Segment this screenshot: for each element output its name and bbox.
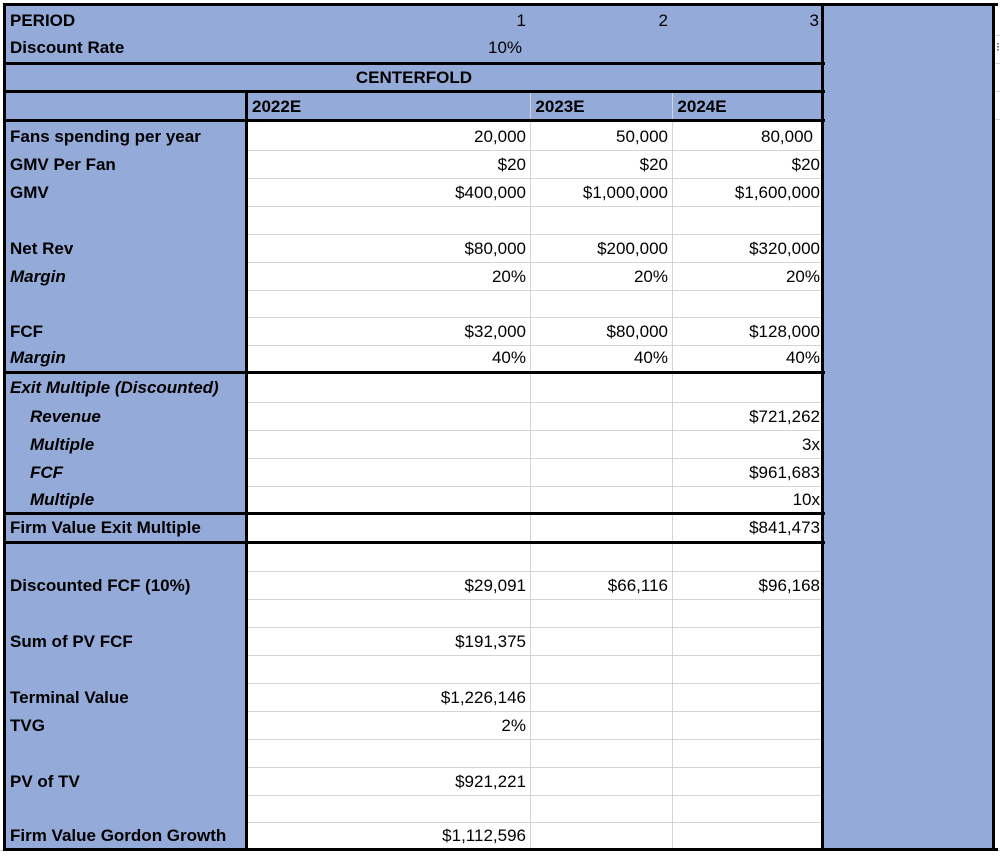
cell-value: $1,112,596 xyxy=(442,826,526,845)
period-label: PERIOD xyxy=(10,11,76,30)
edge-marker: ⁝ xyxy=(996,40,1000,54)
cell-value: 40% xyxy=(491,348,526,367)
gridline xyxy=(247,795,823,796)
gridline xyxy=(247,655,823,656)
company-name: CENTERFOLD xyxy=(355,68,473,87)
row-label: PV of TV xyxy=(10,772,80,791)
row-label: Sum of PV FCF xyxy=(10,632,133,651)
row-label: Discounted FCF (10%) xyxy=(10,576,191,595)
cell-value: 80,000 xyxy=(761,127,813,146)
right-column-fill xyxy=(823,5,993,850)
gridline xyxy=(247,290,823,291)
cell-value: $320,000 xyxy=(749,239,820,258)
cell-value: $191,375 xyxy=(455,632,526,651)
year-2022: 2022E xyxy=(252,97,302,116)
border xyxy=(3,3,998,6)
cell-value: 20,000 xyxy=(474,127,526,146)
row-label: Exit Multiple (Discounted) xyxy=(10,378,219,397)
cell-value: $841,473 xyxy=(749,518,820,537)
border xyxy=(3,848,998,851)
cell-value: $80,000 xyxy=(464,239,526,258)
row-label: Margin xyxy=(10,267,66,286)
cell-value: 20% xyxy=(491,267,526,286)
row-label: FCF xyxy=(10,322,44,341)
cell-value: $32,000 xyxy=(464,322,526,341)
gridline xyxy=(247,206,823,207)
cell-value: $66,116 xyxy=(607,576,668,595)
row-label: Margin xyxy=(10,348,66,367)
border xyxy=(821,3,824,851)
cell-value: 10x xyxy=(792,490,820,509)
row-label: Multiple xyxy=(30,435,95,454)
cell-value: $20 xyxy=(791,155,820,174)
cell-value: $1,226,146 xyxy=(440,688,526,707)
border xyxy=(3,541,825,544)
cell-value: $128,000 xyxy=(749,322,820,341)
cell-value: $1,600,000 xyxy=(734,183,820,202)
row-label: Multiple xyxy=(30,490,95,509)
cell-value: 50,000 xyxy=(616,127,668,146)
row-label: FCF xyxy=(30,463,64,482)
discount-rate-value: 10% xyxy=(487,38,523,57)
cell-value: 40% xyxy=(633,348,668,367)
border xyxy=(3,119,825,122)
cell-value: $80,000 xyxy=(606,322,668,341)
row-label: Firm Value Exit Multiple xyxy=(10,518,201,537)
year-2024: 2024E xyxy=(677,97,727,116)
row-label: Firm Value Gordon Growth xyxy=(10,826,227,845)
cell-value: $96,168 xyxy=(758,576,820,595)
period-1: 1 xyxy=(516,11,526,30)
discount-rate-label: Discount Rate xyxy=(10,38,125,57)
row-label: Net Rev xyxy=(10,239,74,258)
cell-value: 2% xyxy=(501,716,526,735)
cell-value: $921,221 xyxy=(455,772,526,791)
row-label: Revenue xyxy=(30,407,101,426)
gridline xyxy=(247,739,823,740)
cell-value: $29,091 xyxy=(464,576,526,595)
period-3: 3 xyxy=(809,11,819,30)
cell-value: $20 xyxy=(639,155,668,174)
cell-value: 20% xyxy=(633,267,668,286)
cell-value: $200,000 xyxy=(597,239,668,258)
row-label: TVG xyxy=(10,716,45,735)
gridline xyxy=(247,599,823,600)
cell-value: $961,683 xyxy=(749,463,820,482)
period-2: 2 xyxy=(658,11,668,30)
row-label: Fans spending per year xyxy=(10,127,201,146)
row-label: GMV Per Fan xyxy=(10,155,116,174)
cell-value: 3x xyxy=(802,435,820,454)
cell-value: $20 xyxy=(497,155,526,174)
cell-value: 40% xyxy=(785,348,820,367)
cell-value: 20% xyxy=(785,267,820,286)
row-label: GMV xyxy=(10,183,49,202)
cell-value: $721,262 xyxy=(749,407,820,426)
year-2023: 2023E xyxy=(535,97,585,116)
border xyxy=(992,3,995,851)
row-label: Terminal Value xyxy=(10,688,129,707)
cell-value: $1,000,000 xyxy=(582,183,668,202)
cell-value: $400,000 xyxy=(455,183,526,202)
